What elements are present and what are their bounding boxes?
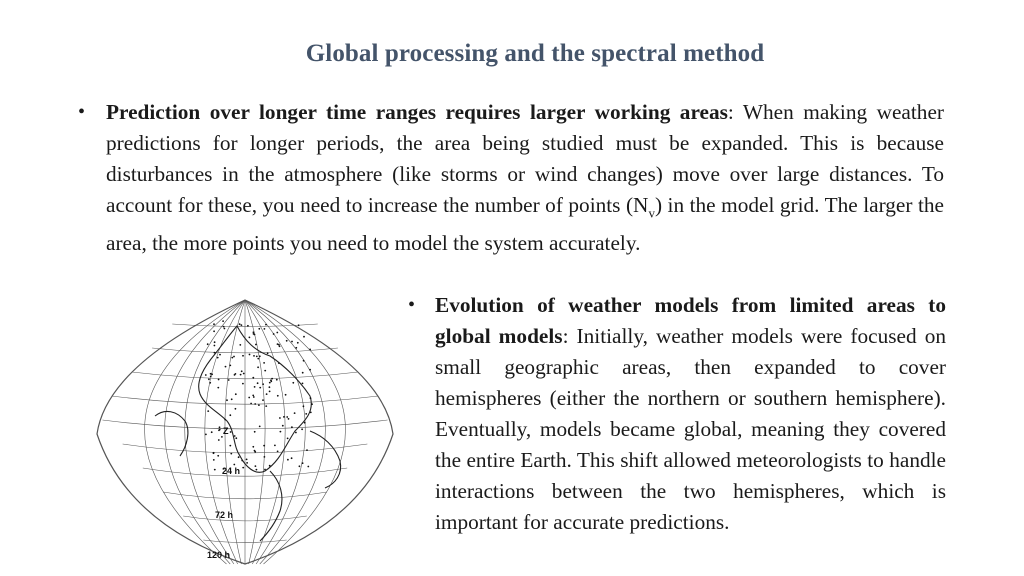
station-dot — [235, 437, 237, 439]
station-dot — [270, 379, 272, 381]
station-dot — [311, 403, 313, 405]
station-dot — [253, 333, 255, 335]
station-dot — [235, 393, 237, 395]
station-dot — [211, 431, 213, 433]
station-dot — [302, 462, 304, 464]
station-dot — [213, 452, 215, 454]
station-dot — [288, 418, 290, 420]
bullet-text-continued: ) in the model grid. The larger the area, the more points you need to model the system accurately. — [106, 193, 944, 256]
station-dot — [282, 425, 284, 427]
station-dot — [305, 413, 307, 415]
station-dot — [247, 325, 249, 327]
bullet-paragraph — [106, 97, 944, 259]
station-dot — [219, 429, 221, 431]
station-dot — [262, 383, 264, 385]
station-dot — [241, 460, 243, 462]
bullet-heading: Prediction over longer time ranges requires larger working areas — [106, 100, 728, 124]
station-dot — [242, 355, 244, 357]
station-dot — [303, 336, 305, 338]
station-dot — [271, 378, 273, 380]
station-dot — [256, 356, 258, 358]
station-dot — [295, 347, 297, 349]
station-dot — [310, 412, 312, 414]
station-dot — [214, 345, 216, 347]
station-dot — [229, 445, 231, 447]
station-dot — [234, 435, 236, 437]
station-dot — [217, 387, 219, 389]
station-dot — [267, 352, 269, 354]
station-dot — [242, 467, 244, 469]
station-dot — [252, 377, 254, 379]
slide-title: Global processing and the spectral method — [305, 40, 765, 67]
station-dot — [280, 431, 282, 433]
station-dot — [205, 374, 207, 376]
station-dot — [217, 455, 219, 457]
station-dot — [257, 366, 259, 368]
station-dot — [253, 331, 255, 333]
station-dot — [295, 432, 297, 434]
figure-label-z: Z — [223, 426, 229, 436]
station-dot — [263, 362, 265, 364]
station-dot — [279, 417, 281, 419]
station-dot — [239, 323, 241, 325]
station-dot — [231, 398, 233, 400]
station-dot — [230, 431, 232, 433]
map-projection-image — [95, 296, 395, 568]
station-dot — [269, 465, 271, 467]
station-dot — [235, 373, 237, 375]
station-dot — [302, 383, 304, 385]
station-dot — [233, 356, 235, 358]
station-dot — [277, 451, 279, 453]
station-dot — [286, 340, 288, 342]
station-dot — [299, 465, 301, 467]
station-dot — [225, 366, 227, 368]
station-dot — [223, 326, 225, 328]
bullet-text: : Initially, weather models were focused on small geographic areas, then expanded to cover hemispheres (either the northern or southern hemisphere). Eventually, models became global, meaning they covered the entire Earth. This shift allowed meteorologists to handle interactions between the two hemispheres, which is important for accurate predictions. — [435, 324, 946, 534]
station-dot — [205, 434, 207, 436]
station-dot — [309, 349, 311, 351]
station-dot — [263, 445, 265, 447]
station-dot — [277, 343, 279, 345]
station-dot — [265, 405, 267, 407]
station-dot — [218, 379, 220, 381]
station-dot — [253, 396, 255, 398]
station-dot — [228, 379, 230, 381]
station-dot — [307, 466, 309, 468]
station-dot — [240, 374, 242, 376]
station-dot — [229, 414, 231, 416]
bullet-paragraph — [435, 290, 946, 538]
station-dot — [221, 436, 223, 438]
station-dot — [255, 465, 257, 467]
bullet-item-longer-time-ranges — [78, 97, 946, 259]
station-dot — [214, 352, 216, 354]
station-dot — [264, 456, 266, 458]
station-dot — [248, 397, 250, 399]
station-dot — [254, 450, 256, 452]
station-dot — [249, 337, 251, 339]
station-dot — [253, 355, 255, 357]
station-dot — [266, 393, 268, 395]
station-dot — [241, 324, 243, 326]
station-dot — [255, 344, 257, 346]
station-dot — [218, 439, 220, 441]
station-dot — [258, 328, 260, 330]
station-dot — [265, 324, 267, 326]
station-dot — [229, 365, 231, 367]
figure-label-24h: 24 h — [222, 466, 241, 476]
station-dot — [297, 342, 299, 344]
station-dot — [226, 399, 228, 401]
station-dot — [208, 378, 210, 380]
station-dot — [254, 431, 256, 433]
station-dot — [242, 383, 244, 385]
bullet-item-global-models — [408, 290, 946, 538]
station-dot — [210, 373, 212, 375]
station-dot — [279, 345, 281, 347]
station-dot — [256, 469, 258, 471]
station-dot — [276, 332, 278, 334]
station-dot — [269, 391, 271, 393]
station-dot — [257, 382, 259, 384]
station-dot — [278, 362, 280, 364]
station-dot — [259, 426, 261, 428]
station-dot — [298, 324, 300, 326]
station-dot — [238, 456, 240, 458]
subscript-v: v — [648, 205, 655, 221]
station-dot — [264, 328, 266, 330]
station-dot — [250, 403, 252, 405]
station-dot — [292, 382, 294, 384]
station-dot — [264, 469, 266, 471]
station-dot — [214, 341, 216, 343]
bullet-text: : When making weather predictions for longer periods, the area being studied must be expanded. This is because disturbances in the atmosphere (like storms or wind changes) move over large distances. To account for these, you need to increase the number of points (N — [106, 100, 944, 217]
figure-label-120h: 120 h — [207, 550, 231, 560]
station-dot — [241, 370, 243, 372]
station-dot — [214, 469, 216, 471]
station-dot — [285, 394, 287, 396]
station-dot — [235, 408, 237, 410]
station-dot — [274, 445, 276, 447]
station-dot — [258, 404, 260, 406]
station-dot — [230, 453, 232, 455]
bullet-heading: Evolution of weather models from limited areas to global models — [435, 293, 946, 348]
station-dot — [291, 341, 293, 343]
bullet-marker: • — [78, 101, 86, 123]
station-dot — [252, 446, 254, 448]
station-dot — [287, 459, 289, 461]
station-dot — [254, 386, 256, 388]
station-dot — [207, 343, 209, 345]
station-dot — [209, 382, 211, 384]
global-grid-map-figure — [95, 296, 395, 568]
station-dot — [249, 354, 251, 356]
station-dot — [231, 357, 233, 359]
station-dot — [213, 459, 215, 461]
station-dot — [259, 387, 261, 389]
station-dot — [301, 428, 303, 430]
grid-line — [185, 300, 245, 564]
bullet-marker: • — [408, 294, 416, 316]
station-dot — [291, 426, 293, 428]
station-dot — [287, 438, 289, 440]
station-dot — [213, 323, 215, 325]
station-dot — [210, 376, 212, 378]
station-dot — [291, 457, 293, 459]
station-dot — [262, 399, 264, 401]
station-dot — [286, 416, 288, 418]
station-dot — [213, 330, 215, 332]
station-dot — [243, 373, 245, 375]
station-dot — [283, 416, 285, 418]
station-dot — [309, 369, 311, 371]
station-dot — [303, 360, 305, 362]
station-dot — [302, 372, 304, 374]
station-dot — [304, 422, 306, 424]
figure-label-72h: 72 h — [215, 510, 234, 520]
station-dot — [310, 397, 312, 399]
station-dot — [217, 357, 219, 359]
station-dot — [303, 405, 305, 407]
station-dot — [294, 412, 296, 414]
station-dot — [219, 354, 221, 356]
station-dot — [276, 379, 278, 381]
station-dot — [224, 328, 226, 330]
station-dot — [264, 370, 266, 372]
station-dot — [306, 449, 308, 451]
station-dot — [222, 320, 224, 322]
station-dot — [246, 459, 248, 461]
station-dot — [269, 386, 271, 388]
station-dot — [224, 419, 226, 421]
station-dot — [207, 410, 209, 412]
station-dot — [259, 355, 261, 357]
station-dot — [254, 403, 256, 405]
station-dot — [257, 358, 259, 360]
station-dot — [246, 462, 248, 464]
station-dot — [219, 426, 221, 428]
station-dot — [277, 395, 279, 397]
station-dot — [269, 382, 271, 384]
station-dot — [273, 333, 275, 335]
station-dot — [239, 344, 241, 346]
station-dot — [252, 395, 254, 397]
